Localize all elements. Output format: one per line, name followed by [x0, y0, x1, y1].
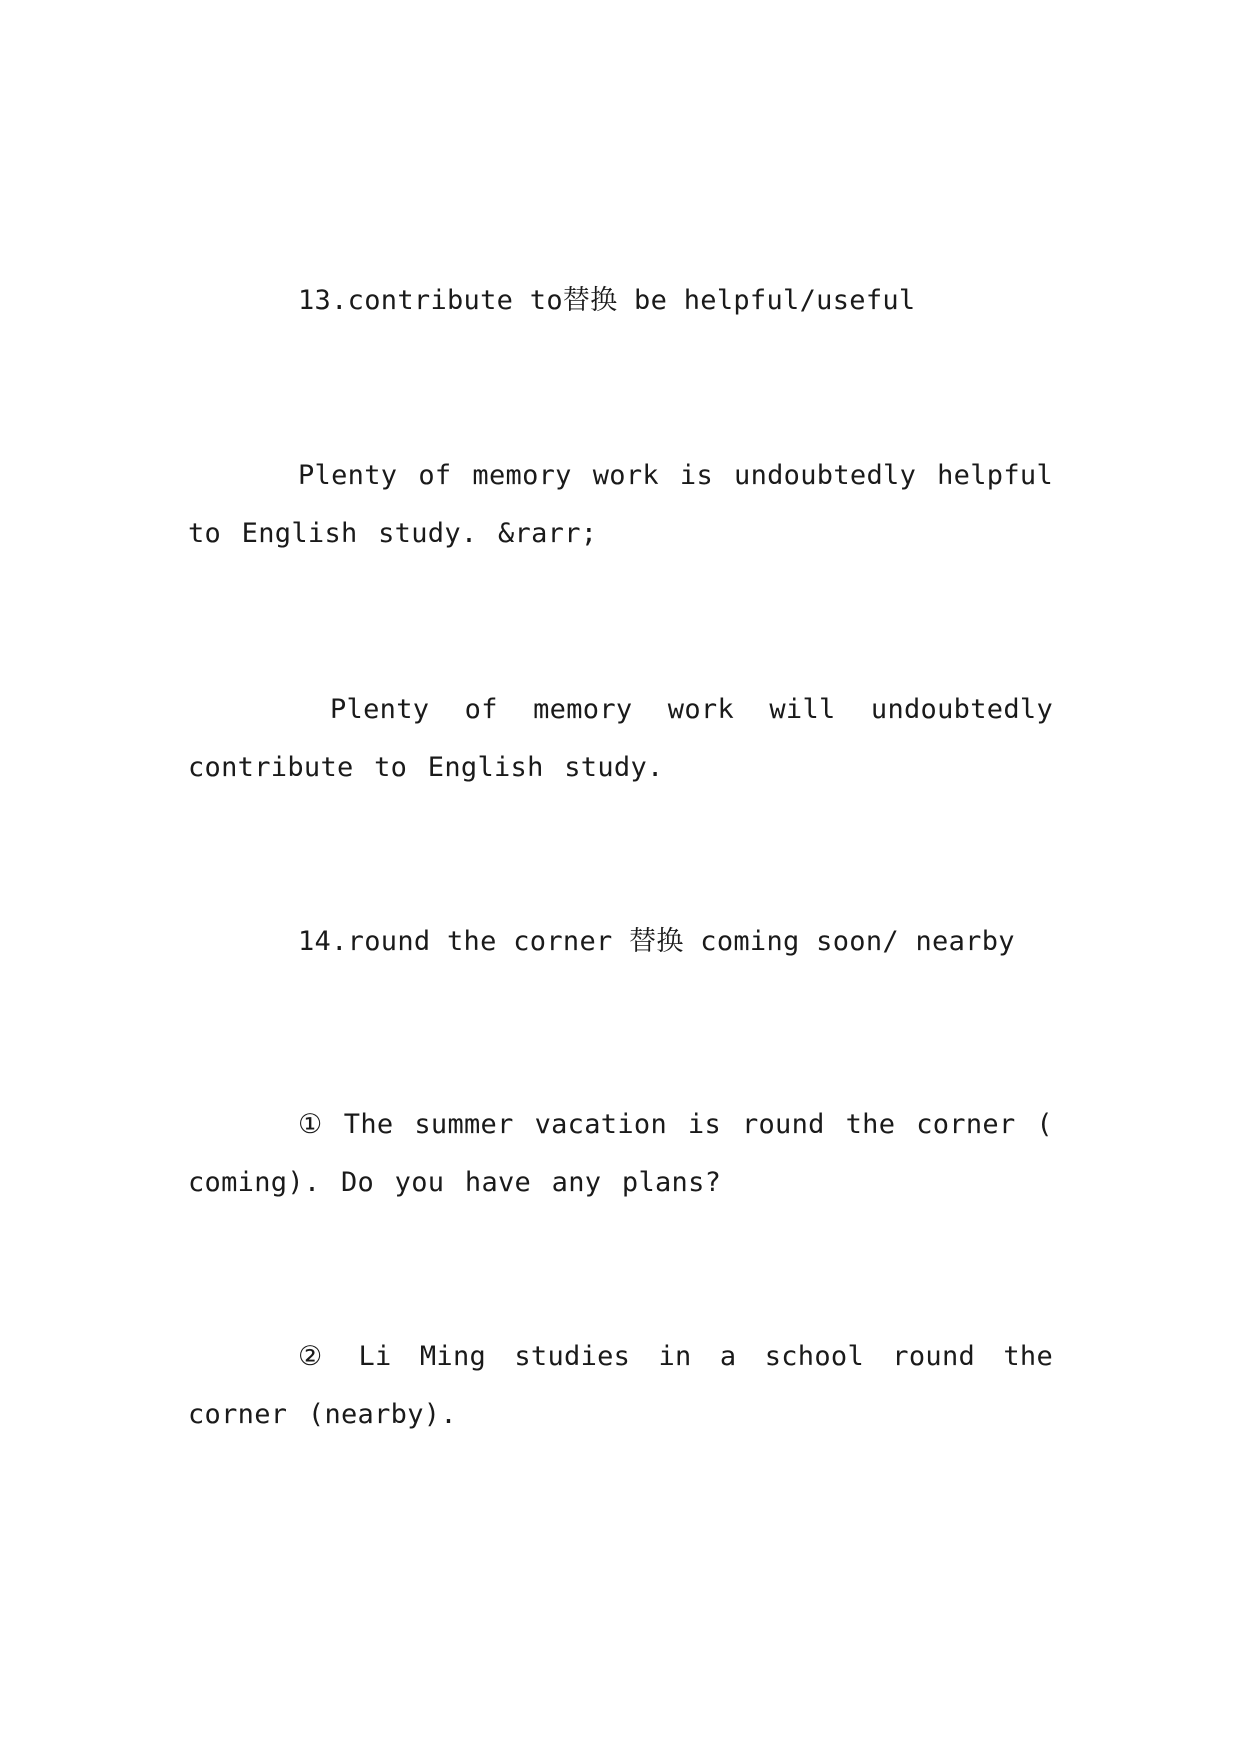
example-sentence-rewritten: Plenty of memory work will undoubtedly contribute to English study.	[188, 694, 1053, 783]
example-sentence-1: ① The summer vacation is round the corner ( coming). Do you have any plans?	[188, 1109, 1053, 1198]
section-heading-14: 14.round the corner 替换 coming soon/ nearby	[298, 926, 1015, 957]
example-sentence-2: ② Li Ming studies in a school round the corner (nearby).	[188, 1341, 1053, 1430]
section-heading-13: 13.contribute to替换 be helpful/useful	[298, 285, 916, 316]
example-sentence-original: Plenty of memory work is undoubtedly helpful to English study. &rarr;	[188, 460, 1053, 549]
